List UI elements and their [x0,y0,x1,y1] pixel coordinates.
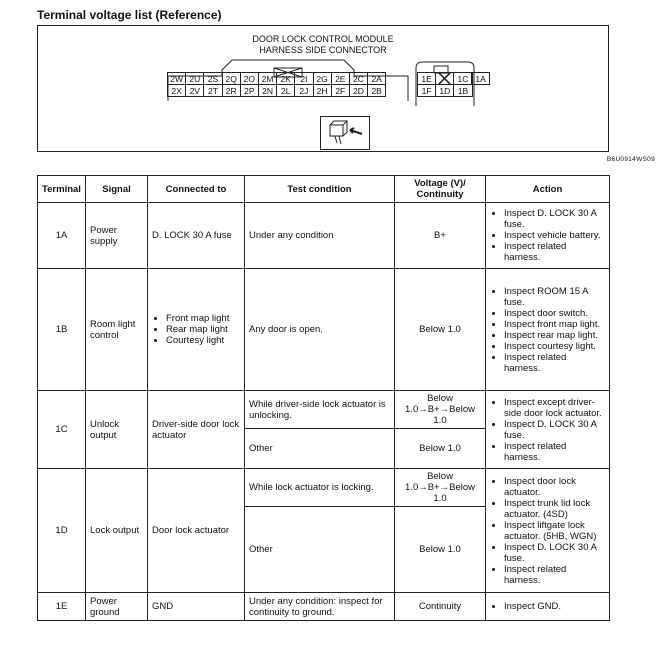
pin-2h: 2H [313,84,332,97]
pin-2f: 2F [331,84,350,97]
terminal-cell: 1B [38,269,86,391]
terminal-cell: 1D [38,469,86,593]
test-condition-cell: Other [245,507,395,593]
voltage-cell: Below 1.0→B+→Below 1.0 [395,469,486,507]
pin-2c: 2C [349,72,368,85]
page-title: Terminal voltage list (Reference) [37,8,222,22]
header-connected-to: Connected to [148,176,245,203]
pin-2s: 2S [203,72,222,85]
harness-connector-right [418,73,473,97]
pin-2l: 2L [276,84,295,97]
pin-2i: 2I [294,72,313,85]
terminal-cell: 1E [38,593,86,621]
connected-item: • Rear map light [166,324,240,335]
pin-2w: 2W [167,72,186,85]
action-item: • Inspect vehicle battery. [504,230,605,241]
pin-1e: 1E [417,72,436,85]
voltage-cell: Below 1.0 [395,269,486,391]
header-voltage-line1: Voltage (V)/ [414,178,466,189]
action-item: • Inspect D. LOCK 30 A fuse. [504,542,605,564]
connected-item: • Front map light [166,313,240,324]
header-signal: Signal [86,176,148,203]
header-voltage-line2: Continuity [416,189,464,200]
action-item: • Inspect liftgate lock actuator. (5HB, WGN) [504,520,605,542]
pin-2u: 2U [185,72,204,85]
action-item: • Inspect door lock actuator. [504,476,605,498]
connector-diagram [37,25,609,152]
test-condition-cell: Other [245,429,395,469]
pin-2p: 2P [240,84,259,97]
action-cell [486,593,610,621]
connector-view-icon [320,116,370,150]
pin-2d: 2D [349,84,368,97]
action-cell [486,469,610,593]
action-item: • Inspect D. LOCK 30 A fuse. [504,419,605,441]
pin-2t: 2T [203,84,222,97]
pin-1a: 1A [471,72,490,85]
action-item: • Inspect door switch. [504,308,605,319]
voltage-cell: Below 1.0→B+→Below 1.0 [395,391,486,429]
action-item: • Inspect related harness. [504,564,605,586]
pin-2e: 2E [331,72,350,85]
action-item: • Inspect ROOM 15 A fuse. [504,286,605,308]
test-condition-cell: Under any condition [245,203,395,269]
table-row [38,269,610,391]
signal-cell: Power ground [86,593,148,621]
action-item: • Inspect trunk lid lock actuator. (4SD) [504,498,605,520]
table-row [38,469,610,507]
signal-cell: Power supply [86,203,148,269]
module-title-line2: HARNESS SIDE CONNECTOR [259,45,387,55]
pin-2k: 2K [276,72,295,85]
voltage-cell: Continuity [395,593,486,621]
pin-2n: 2N [258,84,277,97]
action-item: • Inspect except driver-side door lock actuator. [504,397,605,419]
module-title [38,34,608,56]
action-item: • Inspect related harness. [504,441,605,463]
connected-cell: D. LOCK 30 A fuse [148,203,245,269]
header-test-condition: Test condition [245,176,395,203]
harness-connector-left [168,73,386,97]
pin-2q: 2Q [222,72,241,85]
test-condition-cell: While lock actuator is locking. [245,469,395,507]
header-voltage [395,176,486,203]
signal-cell: Lock output [86,469,148,593]
pin-1d: 1D [435,84,454,97]
pin-2o: 2O [240,72,259,85]
pin-2v: 2V [185,84,204,97]
action-item: • Inspect related harness. [504,241,605,263]
connected-cell [148,269,245,391]
voltage-cell: Below 1.0 [395,507,486,593]
action-item: • Inspect rear map light. [504,330,605,341]
signal-cell: Unlock output [86,391,148,469]
table-row [38,203,610,269]
action-cell [486,391,610,469]
action-item: • Inspect D. LOCK 30 A fuse. [504,208,605,230]
test-condition-cell: Under any condition: inspect for continuity to ground. [245,593,395,621]
terminal-cell: 1A [38,203,86,269]
action-cell [486,203,610,269]
signal-cell: Room light control [86,269,148,391]
pin-2r: 2R [222,84,241,97]
action-item: • Inspect front map light. [504,319,605,330]
pin-2m: 2M [258,72,277,85]
connected-cell: Door lock actuator [148,469,245,593]
pin-1c: 1C [453,72,472,85]
action-item: • Inspect related harness. [504,352,605,374]
test-condition-cell: While driver-side lock actuator is unlocking. [245,391,395,429]
module-title-line1: DOOR LOCK CONTROL MODULE [252,34,394,44]
table-header-row [38,176,610,203]
voltage-cell: B+ [395,203,486,269]
action-item: • Inspect GND. [504,601,605,612]
pin-1b: 1B [453,84,472,97]
header-terminal: Terminal [38,176,86,203]
diagram-code: B6U0914WS09 [606,156,655,163]
header-action: Action [486,176,610,203]
terminal-voltage-table [37,175,610,621]
connected-item: • Courtesy light [166,335,240,346]
pin-2g: 2G [313,72,332,85]
connected-cell: GND [148,593,245,621]
test-condition-cell: Any door is open. [245,269,395,391]
voltage-cell: Below 1.0 [395,429,486,469]
pin-2b: 2B [367,84,386,97]
pin-2a: 2A [367,72,386,85]
pin-1f: 1F [417,84,436,97]
action-item: • Inspect courtesy light. [504,341,605,352]
action-cell [486,269,610,391]
pin-2j: 2J [294,84,313,97]
table-row [38,593,610,621]
harness-connector-right-extra [472,73,490,85]
pin-2x: 2X [167,84,186,97]
terminal-cell: 1C [38,391,86,469]
connected-cell: Driver-side door lock actuator [148,391,245,469]
table-row [38,391,610,429]
